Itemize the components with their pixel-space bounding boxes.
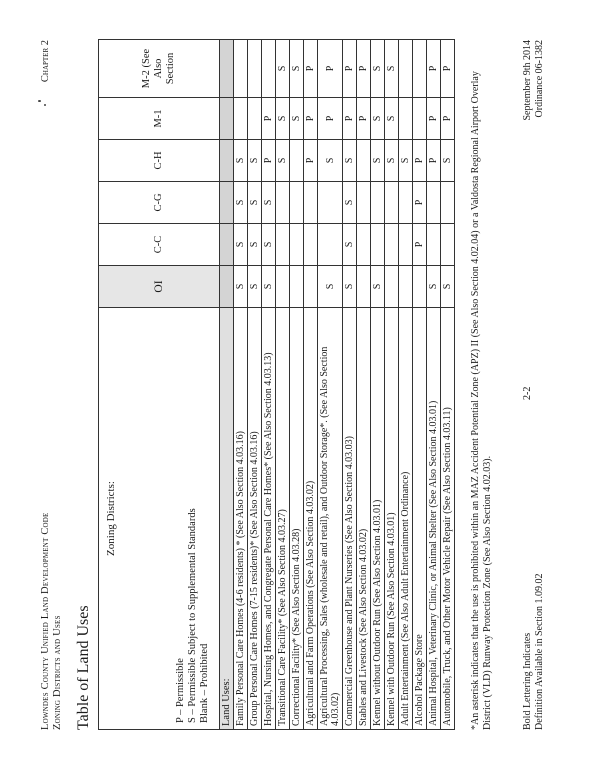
permission-cell: P [262,98,276,140]
table-row [290,40,304,730]
header-row [99,40,220,730]
rotated-page [40,40,560,730]
table-row [262,40,276,730]
permission-cell: S [385,140,399,182]
definition-note: Definition Available in Section 1.09.02 [534,573,545,730]
permission-cell: P [427,98,441,140]
district-c-c: C-C [99,224,220,266]
page-title: Table of Land Uses [75,605,92,730]
permission-cell [262,40,276,98]
permission-cell: S [248,140,262,182]
permission-cell: S [248,182,262,224]
permission-cell [371,224,385,266]
permission-cell: S [343,140,357,182]
permission-cell [413,266,427,308]
land-use-name: Agricultural and Farm Operations (See Also Section 4.03.02) [304,308,318,730]
permission-cell [399,266,413,308]
permission-cell: S [248,224,262,266]
county-code-title: Lowndes County Unified Land Development Code [40,512,51,730]
table-row [385,40,399,730]
permission-cell: P [427,140,441,182]
permission-cell [248,98,262,140]
permission-cell [357,266,371,308]
district-c-h: C-H [99,140,220,182]
permission-cell [290,266,304,308]
land-use-name: Transitional Care Facility* (See Also Section 4.03.27) [276,308,290,730]
permission-cell [399,182,413,224]
permission-cell [357,182,371,224]
revision-date: September 9th 2014 [522,40,533,121]
permission-cell: P [413,140,427,182]
district-m-1: M-1 [99,98,220,140]
permission-cell [290,224,304,266]
land-use-name: Commercial Greenhouse and Plant Nurseries (See Also Section 4.03.03) [343,308,357,730]
land-use-name: Group Personal Care Homes (7-15 residents)* (See Also Section 4.03.16) [248,308,262,730]
airport-footnote: *An asterisk indicates that the use is prohibited within an MAZ Accident Potential Zone (APZ) II (See Also Section 4.02.04) or a Valdosta Regional Airport Overlay District (VLD) Runway Protection Zone (See Also Section 4.02.03). [470,71,493,730]
land-uses-label: Land Uses: [220,308,234,730]
district-c-g: C-G [99,182,220,224]
bold-note: Bold Lettering Indicates [522,632,533,730]
permission-cell: S [371,266,385,308]
permission-cell [413,98,427,140]
ordinance-number: Ordinance 06-1382 [534,40,545,118]
legend-cell [99,308,220,730]
permission-cell: S [441,140,455,182]
permission-cell: P [343,40,357,98]
footer-right [522,40,546,121]
permission-cell: S [385,98,399,140]
permission-cell [318,224,343,266]
table-row [248,40,262,730]
zoning-districts-label: Zoning Districts: [105,481,117,556]
land-use-name: Correctional Facility* (See Also Section 4.03.28) [290,308,304,730]
permission-cell [399,224,413,266]
permission-cell [357,140,371,182]
permission-cell [385,266,399,308]
permission-cell: P [343,98,357,140]
land-use-name: Animal Hospital, Veterinary Clinic, or Animal Shelter (See Also Section 4.03.01) [427,308,441,730]
permission-cell [427,182,441,224]
table-row [304,40,318,730]
permission-cell [385,224,399,266]
permission-cell: S [318,266,343,308]
page-number: 2-2 [522,386,533,400]
permission-cell: S [276,98,290,140]
table-row [357,40,371,730]
permission-cell: S [371,98,385,140]
land-use-name: Automobile, Truck, and Other Motor Vehicle Repair (See Also Section 4.03.11) [441,308,455,730]
permission-cell [276,224,290,266]
table-row [427,40,441,730]
legend-prohibited: Blank – Prohibited [199,643,210,723]
permission-cell [441,224,455,266]
permission-cell: S [234,140,248,182]
permission-cell [385,182,399,224]
permission-cell: P [357,40,371,98]
permission-cell: P [413,224,427,266]
permission-cell: S [248,266,262,308]
permission-cell [441,182,455,224]
permission-cell [357,224,371,266]
permission-cell: S [399,140,413,182]
page-header [40,512,64,730]
land-use-name: Family Personal Care Homes (4-6 residents) * (See Also Section 4.03.16) [234,308,248,730]
land-use-name: Agricultural Processing, Sales (wholesale and retail), and Outdoor Storage*. (See Also Section 4.03.02) [318,308,343,730]
land-use-name: Hospital, Nursing Homes, and Congregate Personal Care Homes* (See Also Section 4.03.13) [262,308,276,730]
permission-cell: S [427,266,441,308]
permission-cell: P [304,98,318,140]
permission-cell: P [318,40,343,98]
permission-cell [304,266,318,308]
table-row [371,40,385,730]
permission-cell [276,182,290,224]
permission-cell [318,182,343,224]
legend [175,508,211,723]
permission-cell [276,266,290,308]
permission-cell: S [290,40,304,98]
table-row [343,40,357,730]
permission-cell: P [318,98,343,140]
land-use-table [98,39,455,730]
permission-cell: S [371,140,385,182]
permission-cell: S [262,182,276,224]
table-row [399,40,413,730]
land-use-name: Kennel with Outdoor Run (See Also Section 4.03.01) [385,308,399,730]
permission-cell: S [234,266,248,308]
footer-left [522,574,546,730]
table-row [234,40,248,730]
district-oi: OI [99,266,220,308]
table-row [318,40,343,730]
table-row [276,40,290,730]
land-use-name: Stables and Livestock (See Also Section 4.03.02) [357,308,371,730]
permission-cell: S [234,224,248,266]
permission-cell: S [441,266,455,308]
land-use-name: Kennel without Outdoor Run (See Also Section 4.03.01) [371,308,385,730]
permission-cell: S [371,40,385,98]
permission-cell: S [343,266,357,308]
district-m-2: M-2 (See Also Section [99,40,220,98]
land-use-name: Adult Entertainment (See Also Adult Entertainment Ordinance) [399,308,413,730]
legend-supplemental: S – Permissible Subject to Supplemental Standards [187,508,198,723]
permission-cell: P [427,40,441,98]
permission-cell: S [290,98,304,140]
permission-cell: S [318,140,343,182]
permission-cell: P [413,182,427,224]
section-title: Zoning Districts and Uses [52,615,63,730]
land-use-name: Alcohol Package Store [413,308,427,730]
permission-cell: P [441,98,455,140]
permission-cell [427,224,441,266]
permission-cell: P [304,40,318,98]
permission-cell: P [304,140,318,182]
permission-cell: S [262,224,276,266]
permission-cell [413,40,427,98]
permission-cell [234,98,248,140]
permission-cell [371,182,385,224]
permission-cell [399,98,413,140]
permission-cell: S [343,182,357,224]
land-uses-label-row [220,40,234,730]
permission-cell: S [343,224,357,266]
permission-cell [399,40,413,98]
permission-cell [304,224,318,266]
permission-cell: S [262,266,276,308]
chapter-label: Chapter 2 [40,40,51,83]
permission-cell: S [276,140,290,182]
permission-cell: P [262,140,276,182]
permission-cell [248,40,262,98]
permission-cell [234,40,248,98]
permission-cell [290,182,304,224]
legend-permissible: P – Permissible [175,658,186,723]
permission-cell: P [441,40,455,98]
permission-cell: S [234,182,248,224]
permission-cell [290,140,304,182]
permission-cell: P [357,98,371,140]
permission-cell [304,182,318,224]
table-row [413,40,427,730]
permission-cell: S [276,40,290,98]
permission-cell: S [385,40,399,98]
table-row [441,40,455,730]
